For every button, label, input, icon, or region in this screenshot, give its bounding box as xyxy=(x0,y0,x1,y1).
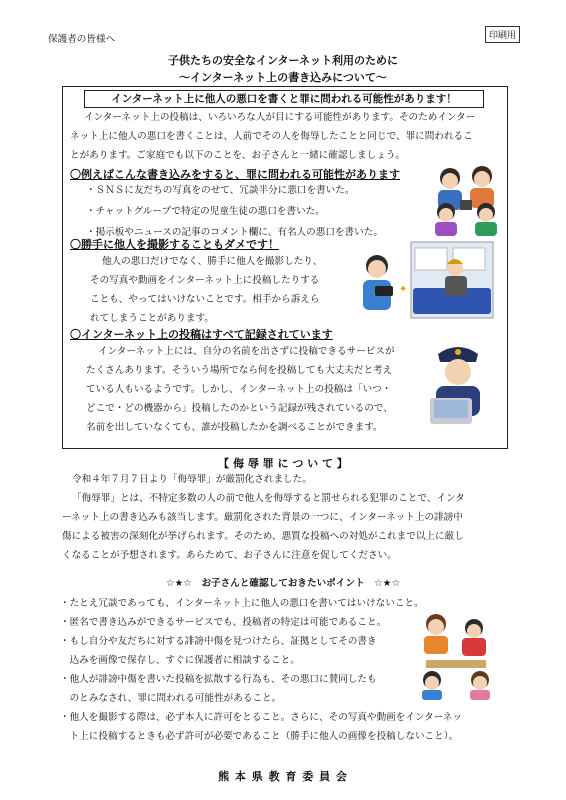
text-line: ている人もいるようです。しかし、インターネット上の投稿は「いつ・ xyxy=(86,384,392,395)
point-line: ・たとえ冗談であっても、インターネット上に他人の悪口を書いてはいけないこと。 xyxy=(60,598,424,609)
point-line: ・匿名で書き込みができるサービスでも、投稿者の特定は可能であること。 xyxy=(60,617,387,628)
title-line1: 子供たちの安全なインターネット利用のために xyxy=(167,54,398,67)
title-line2: ～インターネット上の書き込みについて～ xyxy=(179,71,387,84)
text-line: 「侮辱罪」とは、不特定多数の人の前で他人を侮辱すると罰せられる犯罪のことで、インタ xyxy=(72,493,465,504)
intro-line: ネット上に他人の悪口を書くことは、人前でその人を侮辱したことと同じで、罪に問われるこ xyxy=(70,131,473,142)
intro-line: とがあります。ご家庭でも以下のことを、お子さんと一緒に確認しましょう。 xyxy=(70,150,406,161)
point-line: のとみなされ、罪に問われる可能性があること。 xyxy=(60,693,282,704)
point-line: ・他人を撮影する際は、必ず本人に許可をとること。さらに、その写真や動画をインターネッ xyxy=(60,712,463,723)
police-officer-illustration xyxy=(420,340,500,424)
intro-line: インターネット上の投稿は、いろいろな人が目にする可能性があります。そのためインター xyxy=(84,112,476,123)
text-line: 他人の悪口だけでなく、勝手に他人を撮影したり、 xyxy=(102,256,323,267)
text-line: インターネット上には、自分の名前を出さずに投稿できるサービスが xyxy=(98,346,395,357)
points-list xyxy=(60,594,462,746)
text-line: その写真や動画をインターネット上に投稿したりする xyxy=(90,275,320,286)
intro xyxy=(70,108,475,165)
text-line: 令和４年７月７日より「侮辱罪」が厳罰化されました。 xyxy=(72,474,312,485)
point-line: ト上に投稿するときも必ず許可が必要であること（勝手に他人の画像を投稿しないこと）。 xyxy=(60,731,459,742)
section2-heading: 〇勝手に他人を撮影することもダメです！ xyxy=(70,238,279,251)
text-line: 傷による被害の深刻化が挙げられます。そのため、悪質な投稿への対処がこれまで以上に厳し xyxy=(62,531,464,542)
text-line: 名前を出していなくても、誰が投稿したかを調べることができます。 xyxy=(86,422,383,433)
points-heading: ☆★☆ お子さんと確認しておきたいポイント ☆★☆ xyxy=(166,578,400,589)
print-stamp: 印刷用 xyxy=(485,26,520,43)
section2-text xyxy=(90,252,322,328)
text-line: れてしまうことがあります。 xyxy=(90,313,214,324)
list-item: ・掲示板やニュースの記事のコメント欄に、有名人の悪口を書いた。 xyxy=(86,227,383,238)
point-line: 込みを画像で保存し、すぐに保護者に相談すること。 xyxy=(60,655,300,666)
text-line: くなることが予想されます。あらためて、お子さんに注意を促してください。 xyxy=(62,550,397,561)
law-heading: 【 侮 辱 罪 に つ い て 】 xyxy=(218,457,348,470)
section1-list xyxy=(86,180,383,243)
kids-phones-illustration xyxy=(430,160,506,236)
parents-children-illustration xyxy=(416,610,502,700)
footer-org: 熊 本 県 教 育 委 員 会 xyxy=(218,770,348,783)
addressee: 保護者の皆様へ xyxy=(48,34,116,45)
section1-heading: 〇例えばこんな書き込みをすると、罪に問われる可能性があります xyxy=(70,168,400,181)
section3-heading: 〇インターネット上の投稿はすべて記録されています xyxy=(70,328,333,341)
point-line: ・もし自分や友だちに対する誹謗中傷を見つけたら、証拠としてその書き xyxy=(60,636,377,647)
svg-text:✦: ✦ xyxy=(399,284,408,295)
text-line: どこで・どの機器から」投稿したのかという記録が残されているので、 xyxy=(86,403,393,414)
text-line: ことも、やってはいけないことです。相手から訴えら xyxy=(90,294,320,305)
list-item: ・ＳＮＳに友だちの写真をのせて、冗談半分に悪口を書いた。 xyxy=(86,185,355,196)
section3-text xyxy=(86,342,395,437)
point-line: ・他人が誹謗中傷を書いた投稿を拡散する行為も、その悪口に賛同したも xyxy=(60,674,377,685)
photographing-illustration xyxy=(355,240,495,322)
text-line: たくさんあります。そういう場所でなら何を投稿しても大丈夫だと考え xyxy=(86,365,393,376)
law-text xyxy=(62,470,465,565)
text-line: ーネット上の書き込みも該当します。厳罰化された背景の一つに、インターネット上の誹謗中 xyxy=(62,512,463,523)
box-title: インターネット上に他人の悪口を書くと罪に問われる可能性があります！ xyxy=(111,93,457,105)
list-item: ・チャットグループで特定の児童生徒の悪口を書いた。 xyxy=(86,206,325,217)
